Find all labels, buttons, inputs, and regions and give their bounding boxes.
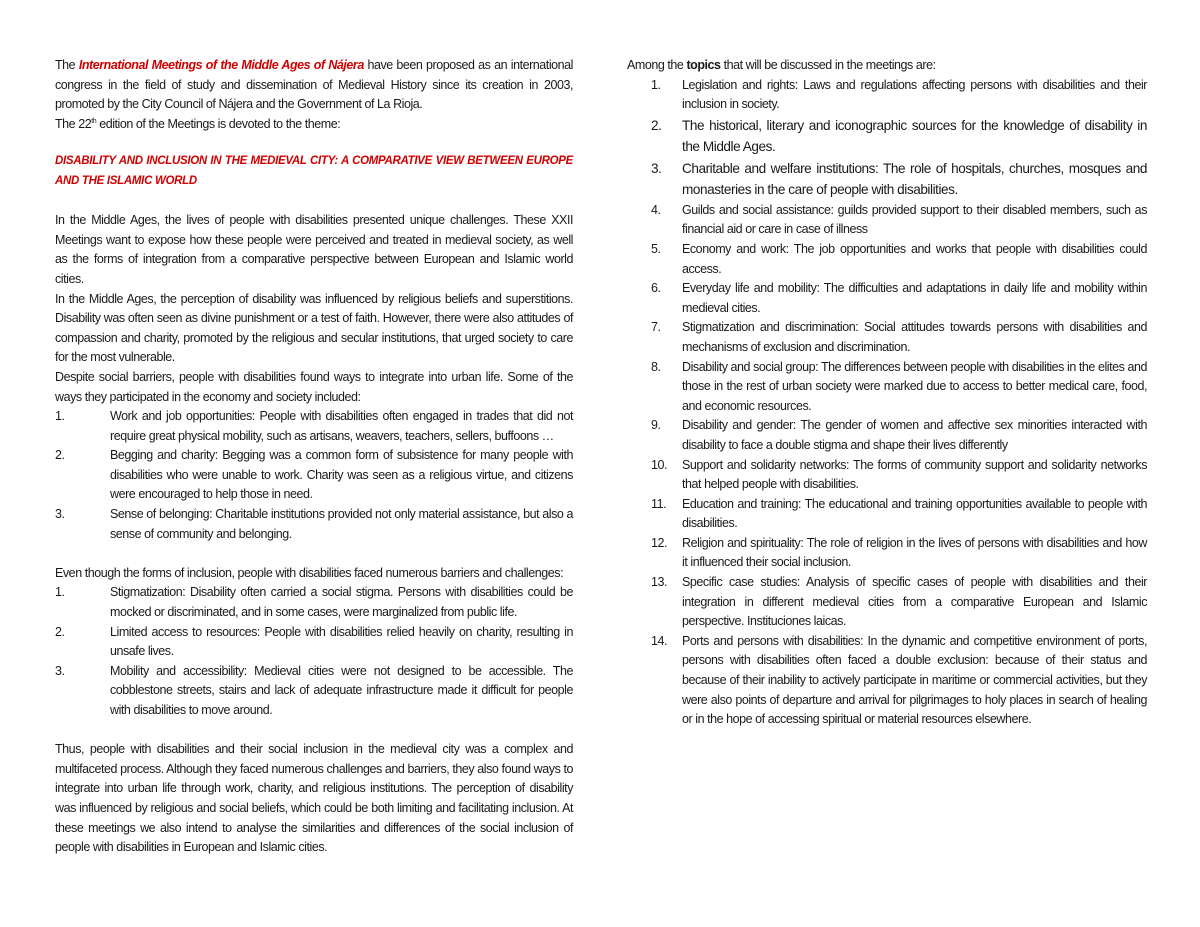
list-number: 1. (55, 409, 65, 424)
list-text: Sense of belonging: Charitable institutions provided not only material assistance, but also a sense of community and belonging. (110, 507, 573, 541)
topic-text: Charitable and welfare institutions: The role of hospitals, churches, mosques and monasteries in the care of people with disabilities. (682, 160, 1147, 198)
topic-text: Religion and spirituality: The role of religion in the lives of persons with disabilities and how it influenced their social inclusion. (682, 535, 1147, 570)
list-item (55, 407, 573, 446)
topic-text: Everyday life and mobility: The difficulties and adaptations in daily life and mobility within medieval cities. (682, 281, 1147, 315)
topic-number: 1. (651, 77, 661, 92)
left-column (55, 56, 573, 858)
topic-number: 8. (651, 359, 661, 374)
topic-item (651, 76, 1147, 115)
topic-item (651, 279, 1147, 318)
topic-text: Economy and work: The job opportunities and works that people with disabilities could access. (682, 241, 1147, 276)
list-item (55, 623, 573, 662)
list-number: 3. (55, 663, 65, 678)
list-item (55, 446, 573, 505)
topic-item (651, 573, 1147, 632)
topics-heading-pre: Among the (627, 58, 687, 72)
edition-line (55, 115, 573, 135)
paragraph-2: In the Middle Ages, the perception of disability was influenced by religious beliefs and superstitions. Disability was often seen as divine punishment or a test of faith. However, there were also attitudes of compassion and charity, promoted by the religious and secular institutions, that urged society to care for the most vulnerable. (55, 291, 573, 365)
intro-post: have been proposed as an international congress in the field of study and dissemination of Medieval History since its creation in 2003, promoted by the City Council of Nájera and the Government of La Rioja. (55, 58, 573, 112)
meetings-name: International Meetings of the Middle Ages of Nájera (78, 58, 364, 72)
topic-text: The historical, literary and iconographic sources for the knowledge of disability in the Middle Ages. (682, 117, 1147, 155)
intro-pre: The (55, 58, 79, 72)
list-item (55, 662, 573, 721)
topic-item (651, 456, 1147, 495)
topic-item (651, 115, 1147, 158)
topic-number: 2. (651, 117, 662, 133)
list-text: Begging and charity: Begging was a common form of subsistence for many people with disabilities who were unable to work. Charity was seen as a religious virtue, and citizens were encouraged to help those in need. (110, 448, 573, 502)
topic-item (651, 240, 1147, 279)
topic-text: Support and solidarity networks: The forms of community support and solidarity networks that helped people with disabilities. (682, 457, 1147, 492)
topic-item (651, 158, 1147, 201)
topic-item (651, 416, 1147, 455)
list-text: Stigmatization: Disability often carried a social stigma. Persons with disabilities could be mocked or discriminated, and in some cases, were marginalized from public life. (110, 585, 573, 620)
topic-item (651, 201, 1147, 240)
edition-pre: The 22 (55, 116, 92, 131)
topic-number: 12. (651, 535, 668, 550)
topic-text: Disability and social group: The differences between people with disabilities in the elites and those in the rest of urban society were marked due to access to better medical care, food, and economic resources. (682, 359, 1147, 413)
paragraph-4: Even though the forms of inclusion, people with disabilities faced numerous barriers and challenges: (55, 565, 564, 580)
paragraph-1: In the Middle Ages, the lives of people with disabilities presented unique challenges. These XXII Meetings want to expose how these people were perceived and treated in medieval society, as well as the forms of integration from a comparative perspective between European and Islamic world cities. (55, 213, 573, 286)
topic-text: Specific case studies: Analysis of specific cases of people with disabilities and their integration in different medieval cities from a comparative European and Islamic perspective. Instituciones laicas. (682, 575, 1147, 629)
edition-post: edition of the Meetings is devoted to the theme: (96, 116, 341, 131)
topic-item (651, 534, 1147, 573)
edition-sup: th (91, 117, 97, 125)
topic-text: Education and training: The educational and training opportunities available to people with disabilities. (682, 496, 1147, 531)
topic-number: 5. (651, 241, 661, 256)
topic-number: 9. (651, 418, 661, 433)
list-text: Mobility and accessibility: Medieval cities were not designed to be accessible. The cobblestone streets, stairs and lack of adequate infrastructure made it difficult for people with disabilities to move around. (110, 663, 573, 717)
topic-number: 13. (651, 575, 668, 590)
topics-heading-post: that will be discussed in the meetings are: (720, 58, 936, 72)
list-item (55, 505, 573, 544)
topic-number: 6. (651, 281, 661, 296)
list-text: Limited access to resources: People with disabilities relied heavily on charity, resulting in unsafe lives. (110, 624, 573, 659)
paragraph-3: Despite social barriers, people with disabilities found ways to integrate into urban life. Some of the ways they participated in the economy and society included: (55, 369, 573, 404)
paragraph-5: Thus, people with disabilities and their social inclusion in the medieval city was a complex and multifaceted process. Although they faced numerous challenges and barriers, they also found ways to integrate into urban life through work, charity, and religious institutions. The perception of disability was influenced by religious and social beliefs, which could be both limiting and facilitating inclusion. At these meetings we also intend to analyse the similarities and differences of the social inclusion of people with disabilities in European and Islamic cities. (55, 742, 573, 855)
topic-number: 4. (651, 202, 661, 217)
topic-number: 7. (651, 320, 661, 335)
topic-item (651, 632, 1147, 730)
list-item (55, 583, 573, 622)
topics-list (651, 76, 1147, 730)
topic-text: Disability and gender: The gender of women and affective sex minorities interacted with disability to face a double stigma and shape their lives differently (682, 418, 1147, 452)
topic-text: Stigmatization and discrimination: Social attitudes towards persons with disabilities and mechanisms of exclusion and discrimination. (682, 320, 1147, 354)
list-number: 1. (55, 585, 65, 600)
topic-item (651, 358, 1147, 417)
topic-item (651, 318, 1147, 357)
participation-list (55, 407, 573, 544)
barriers-list (55, 583, 573, 720)
topic-text: Guilds and social assistance: guilds provided support to their disabled members, such as financial aid or care in case of illness (682, 202, 1147, 237)
topics-heading-bold: topics (686, 58, 721, 72)
topic-item (651, 495, 1147, 534)
list-number: 2. (55, 448, 65, 463)
list-number: 3. (55, 507, 65, 522)
topic-text: Ports and persons with disabilities: In the dynamic and competitive environment of ports, persons with disabilities often faced a double exclusion: because of their status and because of their inability to actively participate in maritime or commercial activities, but they were also points of departure and arrival for pilgrimages to holy places in search of healing or in the hope of accessing spiritual or material resources elsewhere. (682, 633, 1147, 727)
topic-number: 11. (651, 496, 667, 511)
list-number: 2. (55, 624, 65, 639)
topics-heading (627, 56, 1147, 76)
topic-number: 14. (651, 633, 668, 648)
topic-number: 10. (651, 457, 668, 472)
topic-text: Legislation and rights: Laws and regulations affecting persons with disabilities and their inclusion in society. (682, 77, 1147, 112)
list-text: Work and job opportunities: People with disabilities often engaged in trades that did not require great physical mobility, such as artisans, weavers, teachers, sellers, buffoons … (110, 409, 573, 443)
topic-number: 3. (651, 160, 662, 176)
right-column (627, 56, 1147, 730)
theme-title: DISABILITY AND INCLUSION IN THE MEDIEVAL CITY: A COMPARATIVE VIEW BETWEEN EUROPE AND THE ISLAMIC WORLD (55, 155, 573, 187)
intro-paragraph (55, 56, 573, 115)
